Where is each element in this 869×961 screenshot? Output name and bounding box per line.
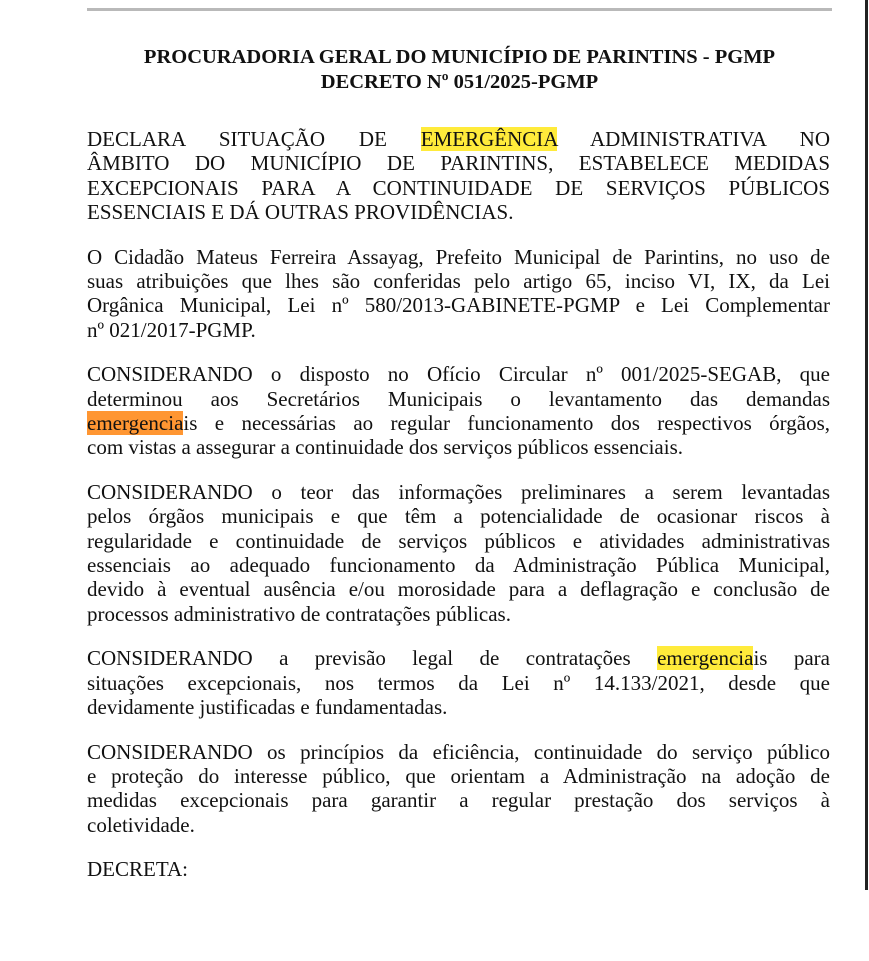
current-search-match: emergencia — [87, 410, 184, 435]
text-line — [87, 318, 830, 342]
text-line — [87, 293, 830, 317]
text-line — [87, 387, 830, 411]
text-segment: pelos órgãos municipais e que têm a potencialidade de ocasionar riscos à — [87, 504, 830, 529]
search-match: emergencia — [657, 646, 754, 671]
text-line — [87, 200, 830, 224]
paragraph — [87, 740, 830, 837]
text-segment: nº 021/2017-PGMP. — [87, 317, 256, 342]
text-line — [87, 269, 830, 293]
text-segment: is para — [753, 646, 830, 671]
text-segment: O Cidadão Mateus Ferreira Assayag, Prefeito Municipal de Parintins, no uso de — [87, 244, 830, 269]
scrollbar[interactable] — [865, 0, 868, 890]
decree-number: DECRETO Nº 051/2025-PGMP — [320, 71, 599, 93]
text-segment: determinou aos Secretários Municipais o levantamento das demandas — [87, 386, 830, 411]
text-segment: CONSIDERANDO os princípios da eficiência, continuidade do serviço público — [87, 739, 830, 764]
text-segment: ESSENCIAIS E DÁ OUTRAS PROVIDÊNCIAS. — [87, 199, 514, 224]
text-line — [87, 151, 830, 175]
text-line — [87, 788, 830, 812]
text-line — [87, 435, 830, 459]
decree-summary — [87, 127, 830, 224]
text-segment: devidamente justificadas e fundamentadas. — [87, 694, 448, 719]
text-segment: situações excepcionais, nos termos da Lei nº 14.133/2021, desde que — [87, 670, 830, 695]
text-line — [87, 857, 830, 881]
text-segment: devido à eventual ausência e/ou morosidade para a deflagração e conclusão de — [87, 577, 830, 602]
text-segment: Orgânica Municipal, Lei nº 580/2013-GABINETE-PGMP e Lei Complementar — [87, 293, 830, 318]
paragraph — [87, 480, 830, 626]
text-segment: CONSIDERANDO o disposto no Ofício Circular nº 001/2025-SEGAB, que — [87, 362, 830, 387]
text-line — [87, 504, 830, 528]
text-segment: EXCEPCIONAIS PARA A CONTINUIDADE DE SERVIÇOS PÚBLICOS — [87, 175, 830, 200]
text-line — [87, 176, 830, 200]
text-segment: essenciais ao adequado funcionamento da Administração Pública Municipal, — [87, 552, 830, 577]
text-line — [87, 695, 830, 719]
text-segment: is e necessárias ao regular funcionamento dos respectivos órgãos, — [183, 410, 830, 435]
document-body — [87, 127, 830, 902]
document-heading: PROCURADORIA GERAL DO MUNICÍPIO DE PARINTINS - PGMP — [143, 46, 776, 68]
text-segment: regularidade e continuidade de serviços públicos e atividades administrativas — [87, 528, 830, 553]
text-segment: com vistas a assegurar a continuidade dos serviços públicos essenciais. — [87, 435, 684, 460]
text-segment: CONSIDERANDO o teor das informações preliminares a serem levantadas — [87, 480, 830, 505]
text-line — [87, 553, 830, 577]
text-segment: e proteção do interesse público, que orientam a Administração na adoção de — [87, 764, 830, 789]
text-segment: DECLARA SITUAÇÃO DE — [87, 127, 421, 151]
search-match: EMERGÊNCIA — [420, 127, 558, 151]
paragraph — [87, 857, 830, 881]
text-segment: suas atribuições que lhes são conferidas pelo artigo 65, inciso VI, IX, da Lei — [87, 268, 830, 293]
text-line — [87, 813, 830, 837]
paragraph — [87, 362, 830, 459]
text-line — [87, 602, 830, 626]
text-line — [87, 245, 830, 269]
text-line — [87, 671, 830, 695]
text-line — [87, 646, 830, 670]
paragraph — [87, 245, 830, 342]
text-line — [87, 127, 830, 151]
text-segment: DECRETA: — [87, 857, 188, 882]
text-line — [87, 577, 830, 601]
text-line — [87, 480, 830, 504]
text-segment: medidas excepcionais para garantir a regular prestação dos serviços à — [87, 788, 830, 813]
text-segment: CONSIDERANDO a previsão legal de contratações — [87, 646, 658, 671]
text-line — [87, 764, 830, 788]
text-segment: ÂMBITO DO MUNICÍPIO DE PARINTINS, ESTABELECE MEDIDAS — [87, 151, 830, 176]
text-segment: processos administrativo de contratações públicas. — [87, 601, 511, 626]
text-line — [87, 411, 830, 435]
text-segment: coletividade. — [87, 812, 195, 837]
text-line — [87, 740, 830, 764]
text-line — [87, 529, 830, 553]
page-top-border — [87, 8, 832, 11]
text-segment: ADMINISTRATIVA NO — [557, 127, 831, 151]
text-line — [87, 362, 830, 386]
paragraph — [87, 646, 830, 719]
